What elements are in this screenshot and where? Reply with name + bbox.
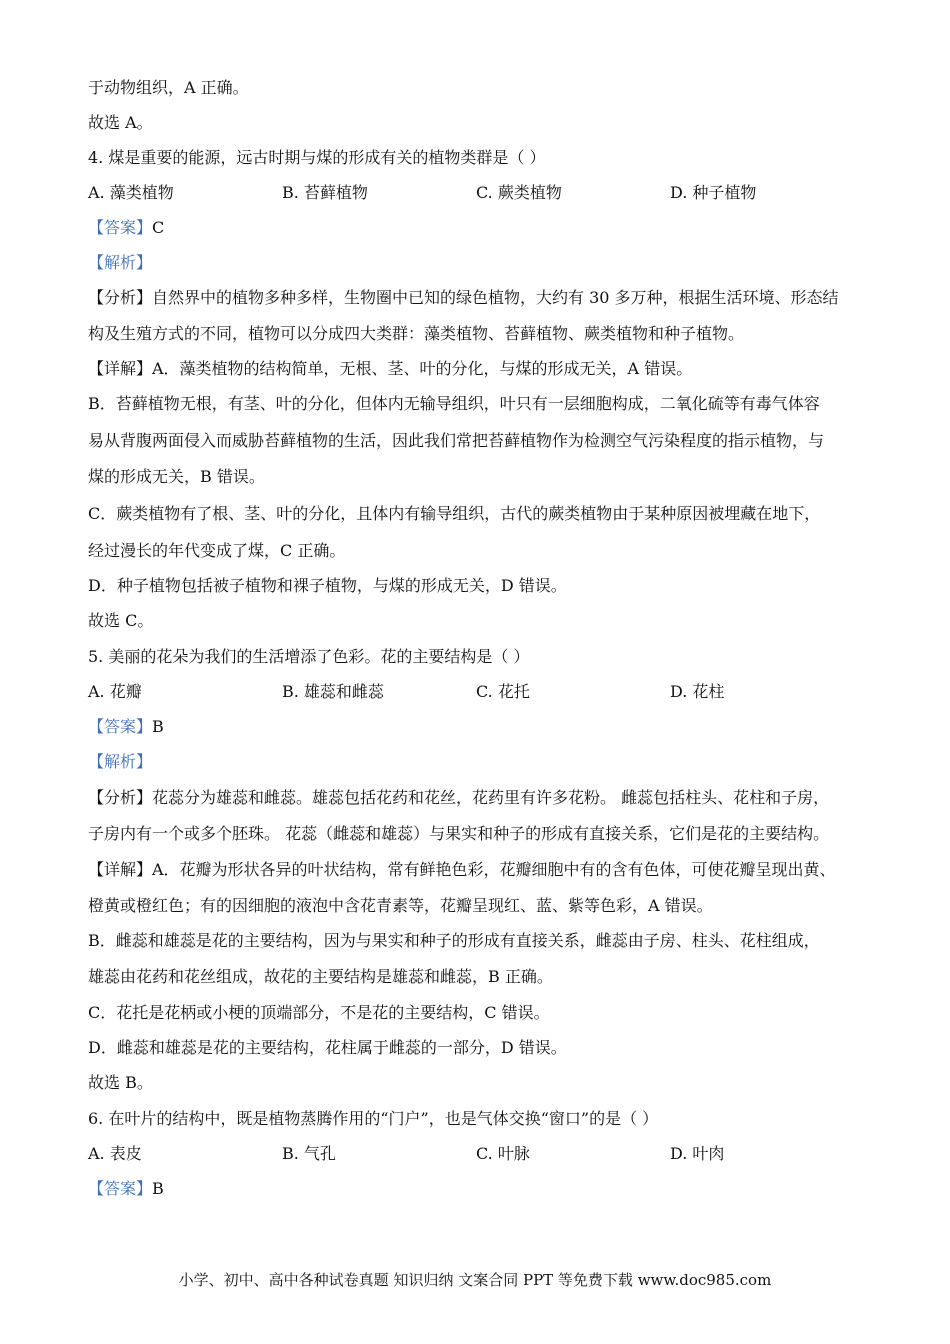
text-line: 故选 A。 [88, 113, 153, 132]
question-4-stem: 4. 煤是重要的能源，远古时期与煤的形成有关的植物类群是（ ） [88, 148, 546, 167]
text-line: 【分析】自然界中的植物多种多样，生物圈中已知的绿色植物，大约有 30 多万种，根据生活环境、形态结 [88, 288, 839, 307]
text-line: 故选 C。 [88, 611, 154, 630]
text-line: 【详解】A．花瓣为形状各异的叶状结构，常有鲜艳色彩，花瓣细胞中有的含有色体，可使花瓣呈现出黄、 [88, 860, 836, 879]
text-line: 故选 B。 [88, 1073, 153, 1092]
q5-option-b: B. 雄蕊和雌蕊 [282, 682, 384, 701]
text-line: D．种子植物包括被子植物和裸子植物，与煤的形成无关，D 错误。 [88, 576, 567, 595]
q5-answer [88, 717, 164, 737]
text-line: 经过漫长的年代变成了煤，C 正确。 [88, 541, 346, 560]
question-6-stem: 6. 在叶片的结构中，既是植物蒸腾作用的“门户”，也是气体交换“窗口”的是（ ） [88, 1109, 659, 1128]
q6-option-c: C. 叶脉 [476, 1144, 530, 1163]
q6-option-a: A. 表皮 [88, 1144, 142, 1163]
answer-value: C [152, 218, 165, 237]
q5-option-d: D. 花柱 [670, 682, 725, 701]
text-line: 橙黄或橙红色；有的因细胞的液泡中含花青素等，花瓣呈现红、蓝、紫等色彩，A 错误。 [88, 896, 713, 915]
answer-tag: 【答案】 [88, 717, 153, 736]
text-line: 【详解】A．藻类植物的结构简单，无根、茎、叶的分化，与煤的形成无关，A 错误。 [88, 359, 693, 378]
text-line: 子房内有一个或多个胚珠。 花蕊（雌蕊和雄蕊）与果实和种子的形成有直接关系，它们是花的主要结构。 [88, 824, 830, 843]
q4-analysis-tag: 【解析】 [88, 253, 153, 272]
answer-tag: 【答案】 [88, 218, 153, 237]
text-line: 【分析】花蕊分为雄蕊和雌蕊。雄蕊包括花药和花丝，花药里有许多花粉。 雌蕊包括柱头、花柱和子房， [88, 788, 830, 807]
text-line: 构及生殖方式的不同，植物可以分成四大类群：藻类植物、苔藓植物、蕨类植物和种子植物。 [88, 324, 745, 343]
question-5-stem: 5. 美丽的花朵为我们的生活增添了色彩。花的主要结构是（ ） [88, 647, 530, 666]
text-line: 于动物组织，A 正确。 [88, 78, 249, 97]
text-line: D．雌蕊和雄蕊是花的主要结构，花柱属于雌蕊的一部分，D 错误。 [88, 1038, 567, 1057]
answer-value: B [152, 1179, 164, 1198]
q6-option-d: D. 叶肉 [670, 1144, 725, 1163]
text-line: 雄蕊由花药和花丝组成，故花的主要结构是雄蕊和雌蕊，B 正确。 [88, 967, 553, 986]
text-line: 煤的形成无关，B 错误。 [88, 467, 265, 486]
text-line: B．苔藓植物无根，有茎、叶的分化，但体内无输导组织，叶只有一层细胞构成，二氧化硫等有毒气体容 [88, 394, 820, 413]
q4-option-a: A. 藻类植物 [88, 183, 174, 202]
answer-tag: 【答案】 [88, 1179, 153, 1198]
q5-option-a: A. 花瓣 [88, 682, 142, 701]
text-line: C．蕨类植物有了根、茎、叶的分化，且体内有输导组织，古代的蕨类植物由于某种原因被埋藏在地下， [88, 504, 821, 523]
text-line: C．花托是花柄或小梗的顶端部分，不是花的主要结构，C 错误。 [88, 1003, 550, 1022]
q5-analysis-tag: 【解析】 [88, 752, 153, 771]
text-line: B．雌蕊和雄蕊是花的主要结构，因为与果实和种子的形成有直接关系，雌蕊由子房、柱头、花柱组成， [88, 931, 820, 950]
q6-answer [88, 1179, 164, 1199]
q6-option-b: B. 气孔 [282, 1144, 336, 1163]
q4-option-d: D. 种子植物 [670, 183, 757, 202]
q4-option-b: B. 苔藓植物 [282, 183, 368, 202]
answer-value: B [152, 717, 164, 736]
q4-answer [88, 218, 164, 238]
page-footer: 小学、初中、高中各种试卷真题 知识归纳 文案合同 PPT 等免费下载 www.doc985.com [178, 1271, 772, 1289]
text-line: 易从背腹两面侵入而威胁苔藓植物的生活，因此我们常把苔藓植物作为检测空气污染程度的指示植物，与 [88, 431, 825, 450]
q4-option-c: C. 蕨类植物 [476, 183, 562, 202]
q5-option-c: C. 花托 [476, 682, 530, 701]
